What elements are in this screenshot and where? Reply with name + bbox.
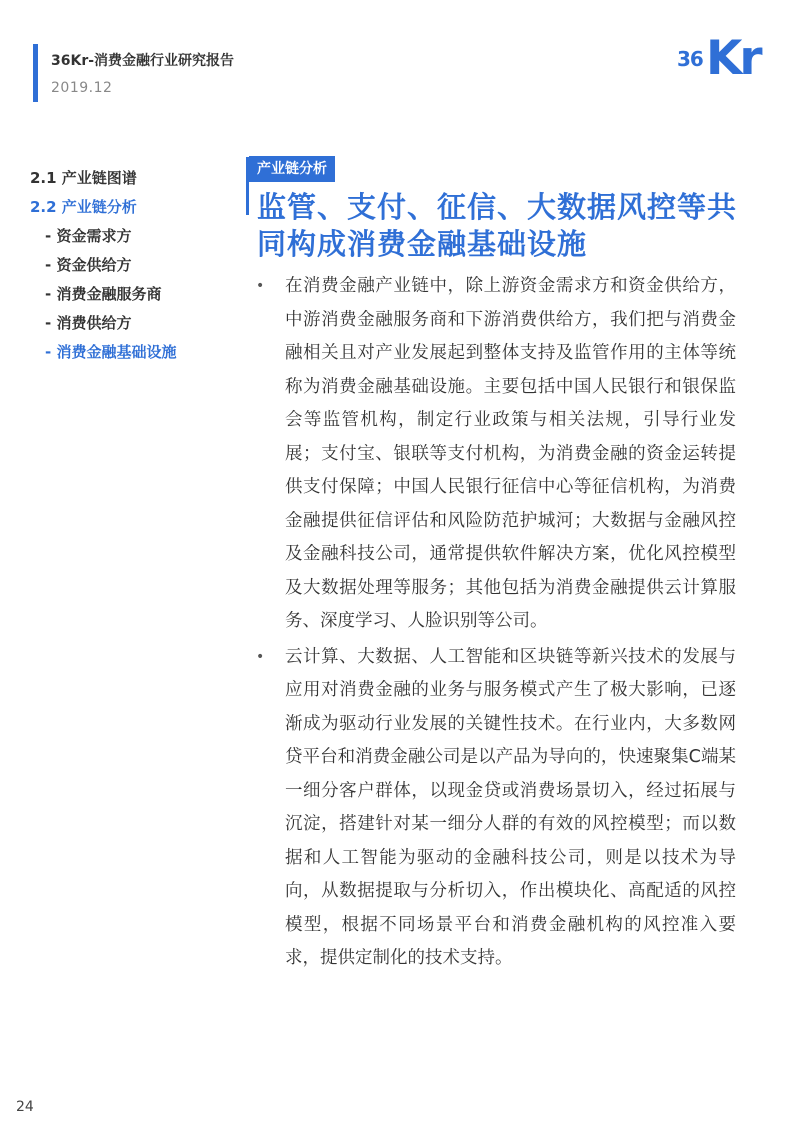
nav-item-chain-map[interactable]: 2.1 产业链图谱 [30, 169, 137, 187]
header-accent-bar [33, 44, 38, 102]
36kr-logo [677, 31, 769, 93]
page-number: 24 [16, 1099, 34, 1115]
section-nav [30, 168, 176, 371]
paragraph-text: 云计算、大数据、人工智能和区块链等新兴技术的发展与应用对消费金融的业务与服务模式产生了极大影响，已逐渐成为驱动行业发展的关键性技术。在行业内，大多数网贷平台和消费金融公司是以产品为导向的，快速聚集C端某一细分客户群体，以现金贷或消费场景切入，经过拓展与沉淀，搭建针对某一细分人群的有效的风控模型；而以数据和人工智能为驱动的金融科技公司，则是以技术为导向，从数据提取与分析切入，作出模块化、高配适的风控模型，根据不同场景平台和消费金融机构的风控准入要求，提供定制化的技术支持。 [285, 646, 736, 968]
report-title: 36Kr-消费金融行业研究报告 [51, 53, 235, 69]
bullet-icon: • [256, 278, 265, 294]
page-title: 监管、支付、征信、大数据风控等共同构成消费金融基础设施 [257, 190, 738, 261]
section-tag: 产业链分析 [249, 156, 335, 182]
nav-item-capital-demand[interactable]: - 资金需求方 [45, 227, 132, 245]
nav-item-capital-supply[interactable]: - 资金供给方 [45, 256, 132, 274]
logo-letters: Kr [706, 31, 760, 86]
nav-item-chain-analysis[interactable]: 2.2 产业链分析 [30, 198, 137, 216]
paragraph-2 [256, 641, 736, 976]
nav-item-infrastructure[interactable]: - 消费金融基础设施 [45, 343, 177, 361]
body-text [256, 270, 736, 978]
report-date: 2019.12 [51, 80, 113, 96]
nav-item-consumer-supply[interactable]: - 消费供给方 [45, 314, 132, 332]
nav-item-finance-service[interactable]: - 消费金融服务商 [45, 285, 162, 303]
paragraph-text: 在消费金融产业链中，除上游资金需求方和资金供给方，中游消费金融服务商和下游消费供给方，我们把与消费金融相关且对产业发展起到整体支持及监管作用的主体等统称为消费金融基础设施。主要包括中国人民银行和银保监会等监管机构，制定行业政策与相关法规，引导行业发展；支付宝、银联等支付机构，为消费金融的资金运转提供支付保障；中国人民银行征信中心等征信机构，为消费金融提供征信评估和风险防范护城河；大数据与金融风控及金融科技公司，通常提供软件解决方案，优化风控模型及大数据处理等服务；其他包括为消费金融提供云计算服务、深度学习、人脸识别等公司。 [285, 276, 736, 631]
paragraph-1 [256, 270, 736, 639]
bullet-icon: • [256, 648, 265, 665]
logo-number: 36 [677, 47, 703, 71]
